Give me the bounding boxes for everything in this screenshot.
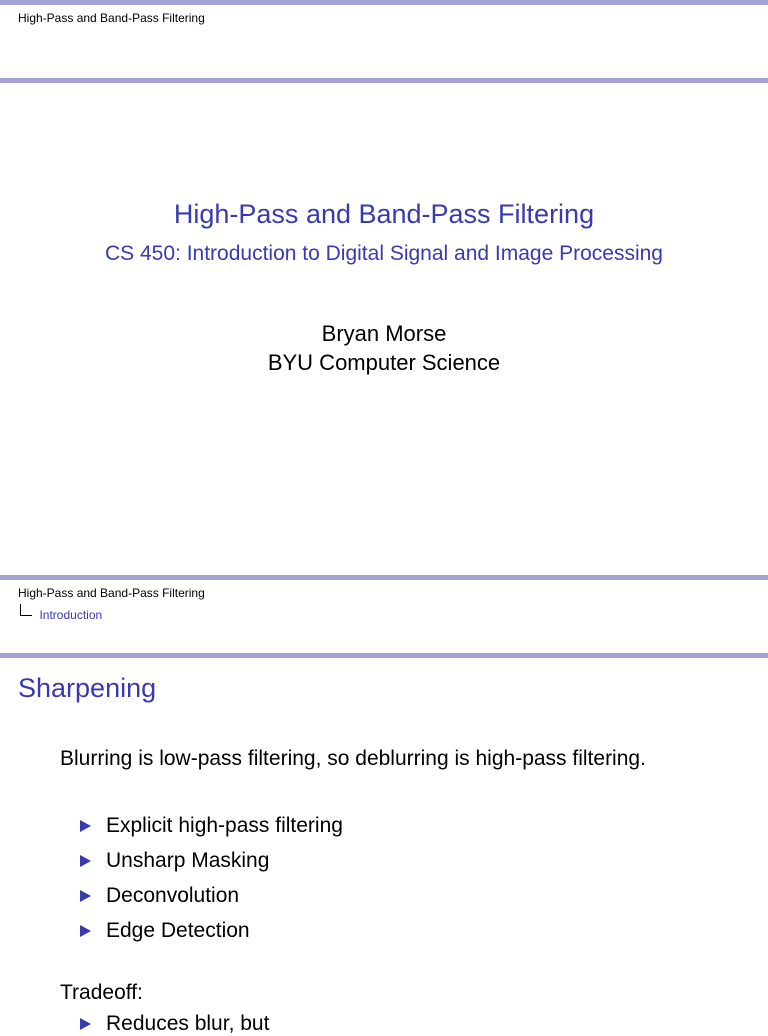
bullet-text: Deconvolution	[106, 883, 240, 907]
bullet-text: Explicit high-pass filtering	[106, 813, 343, 837]
list-item	[80, 843, 343, 878]
slide1-title: High-Pass and Band-Pass Filtering	[173, 199, 595, 229]
top-bar	[0, 0, 768, 5]
intro-paragraph: Blurring is low-pass filtering, so deblurring is high-pass filtering.	[60, 747, 646, 770]
tradeoff-item	[80, 1012, 269, 1036]
slide2-separator-bar	[0, 653, 768, 658]
triangle-right-icon	[80, 855, 91, 867]
tradeoff-bullet-text: Reduces blur, but	[106, 1012, 270, 1035]
list-item	[80, 913, 343, 948]
bullet-text: Unsharp Masking	[106, 848, 270, 872]
slide1-header-text: High-Pass and Band-Pass Filtering	[18, 11, 205, 25]
slide1-affiliation: BYU Computer Science	[267, 350, 501, 375]
breadcrumb-section: Introduction	[39, 608, 103, 622]
list-item	[80, 878, 343, 913]
slide2-top-bar	[0, 575, 768, 580]
breadcrumb	[20, 604, 102, 622]
triangle-right-icon	[80, 925, 91, 937]
bullet-list	[80, 808, 343, 948]
slide1-separator-bar	[0, 78, 768, 83]
slide2-header-text: High-Pass and Band-Pass Filtering	[18, 586, 205, 600]
frame-title: Sharpening	[18, 673, 157, 703]
list-item	[80, 808, 343, 843]
triangle-right-icon	[80, 820, 91, 832]
triangle-right-icon	[80, 1018, 91, 1030]
slide1-author: Bryan Morse	[321, 321, 447, 346]
triangle-right-icon	[80, 890, 91, 902]
tradeoff-label: Tradeoff:	[60, 981, 143, 1004]
tree-corner-icon	[20, 604, 32, 616]
bullet-text: Edge Detection	[106, 918, 250, 942]
slide1-subtitle: CS 450: Introduction to Digital Signal and Image Processing	[105, 242, 663, 265]
